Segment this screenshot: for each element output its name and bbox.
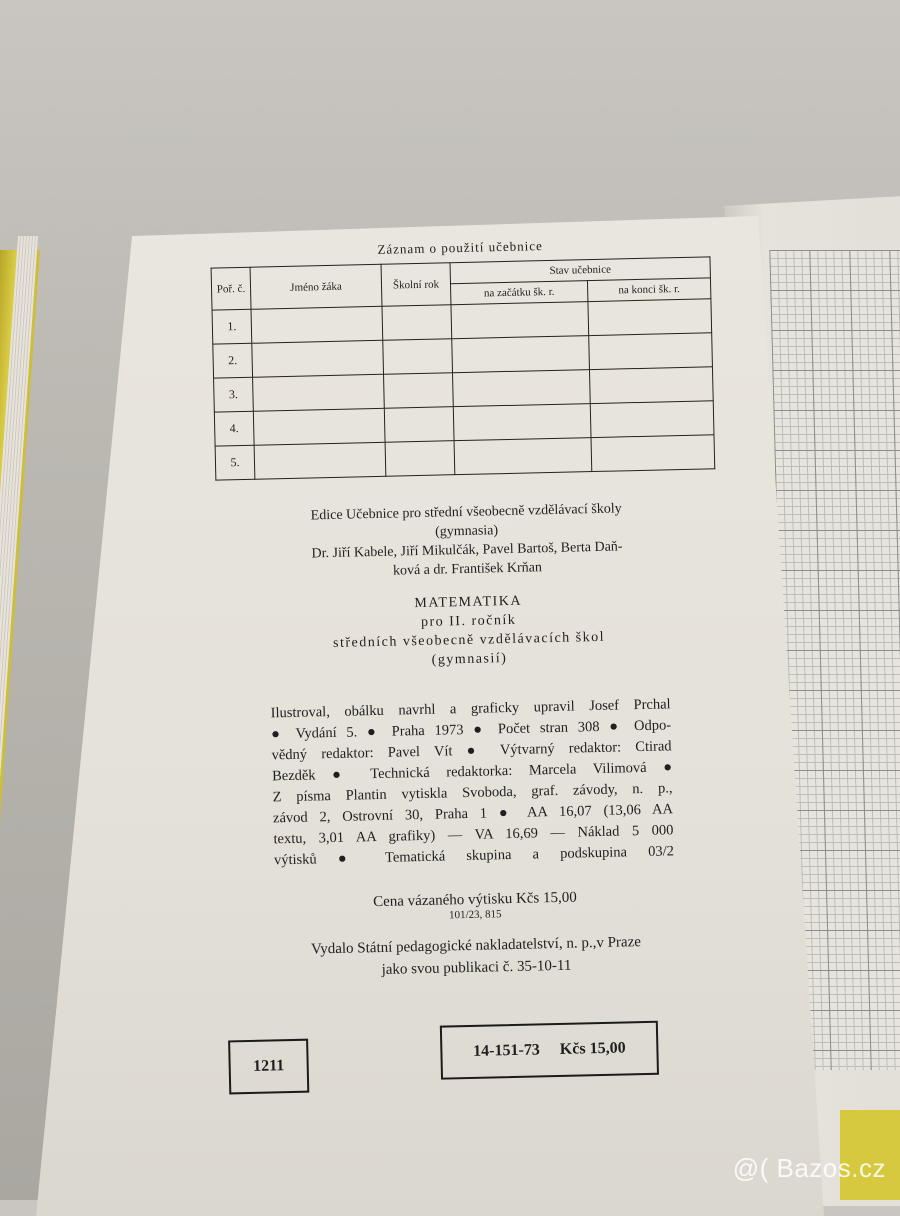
edition-block — [196, 497, 738, 585]
page-content — [190, 234, 749, 1106]
row-number: 3. — [214, 377, 254, 412]
authors-line: ková a dr. František Krňan — [392, 560, 543, 579]
header-number: Poř. č. — [211, 267, 251, 310]
row-number: 1. — [212, 309, 252, 344]
imprint-line: vědný redaktor: Pavel Vít ● Výtvarný redaktor: Ctirad — [271, 738, 672, 764]
imprint-line: Ilustroval, obálku navrhl a graficky upravil Josef Prchal — [270, 696, 671, 722]
catalog-number-box: 1211 — [228, 1039, 309, 1095]
edition-line: (gymnasia) — [434, 523, 499, 540]
imprint-line: ● Vydání 5. ● Praha 1973 ● Počet stran 308 ● Odpo- — [270, 717, 672, 743]
row-number: 2. — [213, 343, 253, 378]
row-number: 5. — [215, 445, 255, 480]
imprint-line: Bezděk ● Technická redaktorka: Marcela Vilimová ● — [271, 759, 673, 785]
book-title-block — [198, 587, 740, 675]
book-title: MATEMATIKA — [414, 593, 523, 612]
header-name: Jméno žáka — [250, 264, 382, 309]
header-school-year: Školní rok — [381, 263, 451, 307]
imprint-line: výtisků ● Tematická skupina a podskupina 03/2 — [273, 843, 675, 869]
record-table — [211, 256, 716, 480]
imprint-line: závod 2, Ostrovní 30, Praha 1 ● AA 16,07 (13,06 AA — [272, 801, 674, 827]
price-code: 101/23, 815 — [448, 908, 502, 922]
record-title: Záznam o použití učebnice — [377, 238, 544, 257]
publisher-block — [206, 929, 747, 985]
imprint-line: textu, 3,01 AA grafiky) — VA 16,69 — Náklad 5 000 — [273, 822, 674, 848]
imprint-block — [270, 694, 674, 871]
publisher-line: Vydalo Státní pedagogické nakladatelství, n. p.,v Praze — [310, 934, 642, 958]
edition-line: Edice Učebnice pro střední všeobecně vzdělávací školy — [310, 501, 622, 524]
code-boxes — [208, 1011, 750, 1103]
authors-line: Dr. Jiří Kabele, Jiří Mikulčák, Pavel Bartoš, Berta Daň- — [311, 539, 623, 562]
watermark: @( Bazos.cz — [732, 1153, 886, 1183]
publisher-line: jako svou publikaci č. 35-10-11 — [381, 957, 572, 978]
header-end: na konci šk. r. — [587, 278, 710, 302]
book-price: Kčs 15,00 — [559, 1039, 626, 1058]
header-start: na začátku šk. r. — [450, 281, 587, 305]
book-subtitle: (gymnasií) — [431, 651, 508, 668]
row-number: 4. — [214, 411, 254, 446]
header-condition: Stav učebnice — [450, 257, 710, 284]
book-subtitle: středních všeobecně vzdělávacích škol — [332, 629, 606, 651]
imprint-line: Z písma Plantin vytiskla Svoboda, graf. závody, n. p., — [272, 780, 673, 806]
price-code-box — [440, 1021, 659, 1080]
book-code: 14-151-73 — [473, 1041, 541, 1060]
price-line: Cena vázaného výtisku Kčs 15,00 — [372, 889, 577, 911]
book-subtitle: pro II. ročník — [420, 612, 517, 630]
